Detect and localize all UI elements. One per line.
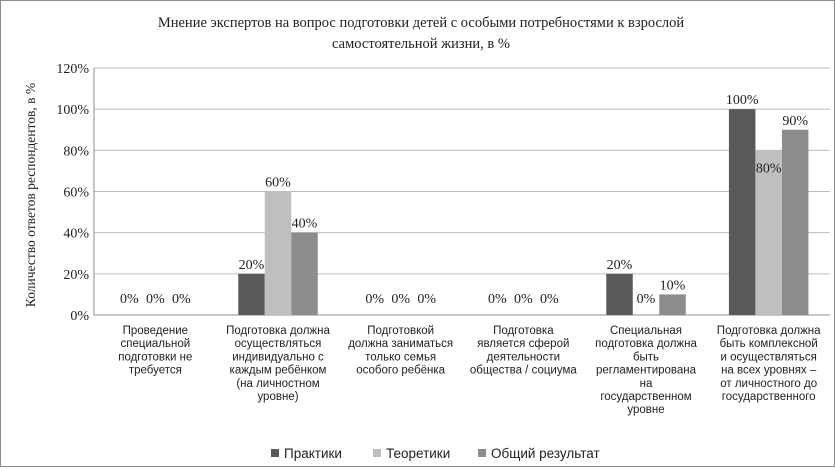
data-label: 80% [755,161,782,177]
category-label: и осуществляться [720,351,817,364]
category-label: быть комплексной [719,338,818,351]
chart-title-line-2: самостоятельной жизни, в % [332,36,510,52]
category-label: государственного [721,391,816,403]
data-label: 0% [365,292,385,307]
category-label: от личностного до [720,377,818,390]
y-tick-label: 20% [63,267,89,283]
data-label: 10% [659,278,686,294]
bar [606,274,633,315]
data-label: 20% [606,257,633,273]
data-label: 20% [238,257,265,273]
category-label: подготовки не [118,351,193,364]
y-tick-label: 120% [56,62,89,77]
legend-swatch [373,449,381,457]
y-tick-label: 100% [56,103,89,119]
y-tick-label: 80% [63,144,89,160]
category-label: должна заниматься [348,338,454,351]
category-labels [118,325,821,416]
y-axis-label: Количество ответов респондентов, в % [23,82,38,308]
category-label: Подготовка должна [226,325,330,337]
y-tick-labels [56,62,89,324]
data-label: 0% [513,292,533,307]
data-label: 100% [725,93,759,109]
category-label: уровне [627,404,665,417]
data-label: 0% [636,292,656,307]
category-label: Специальная [609,325,683,337]
bar-series [238,109,808,315]
data-label: 0% [119,292,139,307]
category-label: особого ребёнка [356,364,446,377]
bar [291,233,318,315]
legend-swatch [271,449,279,457]
category-label: Подготовка должна [716,325,821,337]
bar-chart [1,1,834,466]
category-label: регламентирована [595,364,697,377]
category-label: требуется [128,364,182,377]
category-label: Подготовка [493,325,554,337]
data-label: 0% [391,292,411,307]
bar [659,294,686,315]
category-label: общества / социума [469,364,577,377]
category-label: осуществляться [234,338,322,351]
data-labels [120,93,808,307]
legend-swatch [478,449,486,457]
y-tick-label: 40% [63,226,89,242]
category-label: уровне) [257,391,299,403]
bar [265,192,292,316]
legend-label: Теоретики [386,446,451,461]
category-label: быть [632,351,660,364]
legend [271,446,600,461]
category-label: (на личностном [236,377,320,390]
data-label: 60% [265,175,291,191]
bar [729,109,756,315]
category-label: на [639,377,653,390]
category-label: подготовка должна [595,338,697,351]
category-label: Проведение [122,325,189,337]
data-label: 90% [782,113,809,129]
y-tick-label: 60% [63,185,89,201]
data-label: 0% [417,292,437,307]
category-label: индивидуально с [232,351,324,364]
gridlines [94,68,830,315]
data-label: 0% [145,292,165,307]
category-label: специальной [120,338,191,351]
data-label: 0% [171,292,191,307]
category-label: на всех уровнях – [721,364,817,377]
legend-label: Практики [284,446,342,461]
y-tick-label: 0% [70,309,89,324]
category-label: государственном [600,391,692,403]
legend-label: Общий результат [491,446,600,461]
data-label: 40% [291,216,318,232]
category-label: является сферой [477,338,570,351]
bar [782,130,809,315]
data-label: 0% [539,292,559,307]
category-label: деятельности [486,351,561,364]
bar [238,274,265,315]
data-label: 0% [487,292,507,307]
category-label: Подготовкой [367,325,435,337]
category-label: каждым ребёнком [229,364,327,377]
category-label: только семья [365,351,437,364]
chart-title-line-1: Мнение экспертов на вопрос подготовки детей с особыми потребностями к взрослой [157,15,685,31]
